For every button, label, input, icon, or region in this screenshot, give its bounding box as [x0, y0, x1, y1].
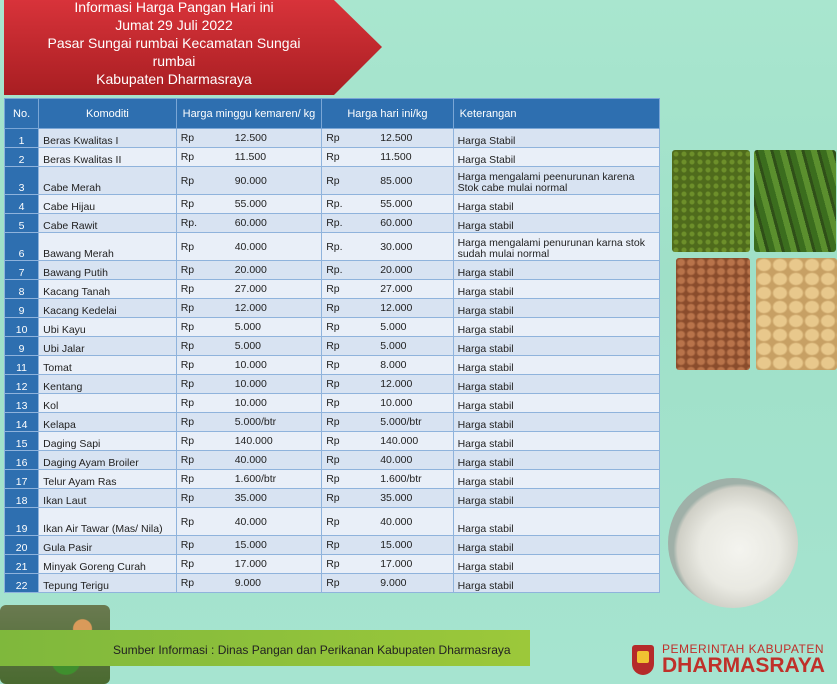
price-today	[322, 299, 453, 318]
row-number: 19	[5, 508, 39, 536]
row-number: 7	[5, 261, 39, 280]
price-today	[322, 536, 453, 555]
remark: Harga stabil	[453, 536, 659, 555]
table-row	[5, 167, 660, 195]
commodity-name: Minyak Goreng Curah	[39, 555, 177, 574]
price-last-week	[176, 280, 322, 299]
currency-label: Rp.	[326, 264, 343, 276]
row-number: 5	[5, 214, 39, 233]
price-today	[322, 508, 453, 536]
price-value: 60.000	[234, 217, 267, 229]
commodity-name: Cabe Rawit	[39, 214, 177, 233]
row-number: 12	[5, 375, 39, 394]
price-value: 140.000	[380, 435, 419, 447]
table-row	[5, 375, 660, 394]
row-number: 13	[5, 394, 39, 413]
price-value: 10.000	[234, 397, 267, 409]
price-last-week	[176, 574, 322, 593]
row-number: 17	[5, 470, 39, 489]
price-last-week	[176, 489, 322, 508]
title-banner	[4, 0, 382, 95]
price-value: 1.600/btr	[380, 473, 422, 485]
price-last-week	[176, 432, 322, 451]
price-last-week	[176, 195, 322, 214]
currency-label: Rp	[326, 378, 340, 390]
currency-label: Rp	[180, 198, 195, 210]
row-number: 21	[5, 555, 39, 574]
commodity-name: Tomat	[39, 356, 177, 375]
header-harga-kemaren: Harga minggu kemaren/ kg	[176, 99, 322, 129]
price-value: 55.000	[380, 198, 413, 210]
price-value: 1.600/btr	[234, 473, 277, 485]
price-today	[322, 129, 453, 148]
price-value: 90.000	[234, 174, 267, 187]
price-today	[322, 261, 453, 280]
price-value: 10.000	[234, 378, 267, 390]
remark: Harga stabil	[453, 432, 659, 451]
price-last-week	[176, 337, 322, 356]
currency-label: Rp	[326, 539, 340, 551]
price-value: 40.000	[234, 515, 267, 528]
currency-label: Rp	[326, 435, 340, 447]
header-no: No.	[5, 99, 39, 129]
source-text: Sumber Informasi : Dinas Pangan dan Perikanan Kabupaten Dharmasraya	[113, 643, 511, 657]
remark: Harga stabil	[453, 356, 659, 375]
currency-label: Rp.	[326, 217, 343, 229]
table-row	[5, 337, 660, 356]
currency-label: Rp	[180, 151, 195, 163]
table-row	[5, 394, 660, 413]
price-today	[322, 167, 453, 195]
price-today	[322, 148, 453, 167]
commodity-name: Ubi Jalar	[39, 337, 177, 356]
mung-bean-photo	[672, 150, 750, 252]
price-today	[322, 214, 453, 233]
peanut-photo	[676, 258, 750, 370]
remark: Harga stabil	[453, 337, 659, 356]
row-number: 3	[5, 167, 39, 195]
currency-label: Rp	[180, 174, 195, 187]
price-today	[322, 375, 453, 394]
remark: Harga stabil	[453, 375, 659, 394]
price-value: 40.000	[380, 515, 413, 528]
price-value: 30.000	[380, 240, 413, 253]
price-value: 35.000	[380, 492, 413, 504]
price-today	[322, 195, 453, 214]
row-number: 10	[5, 318, 39, 337]
currency-label: Rp	[180, 264, 195, 276]
price-last-week	[176, 129, 322, 148]
table-row	[5, 214, 660, 233]
commodity-name: Cabe Merah	[39, 167, 177, 195]
commodity-name: Beras Kwalitas II	[39, 148, 177, 167]
row-number: 20	[5, 536, 39, 555]
price-today	[322, 432, 453, 451]
price-value: 15.000	[380, 539, 413, 551]
commodity-name: Telur Ayam Ras	[39, 470, 177, 489]
price-today	[322, 356, 453, 375]
price-value: 12.000	[234, 302, 267, 314]
price-value: 60.000	[380, 217, 413, 229]
row-number: 6	[5, 233, 39, 261]
commodity-name: Bawang Merah	[39, 233, 177, 261]
price-last-week	[176, 508, 322, 536]
price-today	[322, 337, 453, 356]
price-value: 17.000	[380, 558, 413, 570]
currency-label: Rp	[326, 302, 340, 314]
price-value: 12.500	[380, 132, 413, 144]
commodity-name: Cabe Hijau	[39, 195, 177, 214]
currency-label: Rp	[326, 132, 340, 144]
price-value: 9.000	[234, 577, 261, 589]
currency-label: Rp	[326, 151, 340, 163]
currency-label: Rp	[180, 492, 195, 504]
table-row	[5, 470, 660, 489]
row-number: 14	[5, 413, 39, 432]
currency-label: Rp	[326, 515, 340, 528]
row-number: 22	[5, 574, 39, 593]
price-value: 15.000	[234, 539, 267, 551]
currency-label: Rp	[326, 454, 340, 466]
bean-pods-photo	[754, 150, 836, 252]
row-number: 9	[5, 337, 39, 356]
table-row	[5, 233, 660, 261]
currency-label: Rp	[180, 558, 195, 570]
commodity-name: Kacang Kedelai	[39, 299, 177, 318]
remark: Harga stabil	[453, 318, 659, 337]
table-row	[5, 574, 660, 593]
row-number: 4	[5, 195, 39, 214]
price-today	[322, 394, 453, 413]
banner-text	[24, 0, 324, 88]
table-row	[5, 508, 660, 536]
commodity-name: Beras Kwalitas I	[39, 129, 177, 148]
price-value: 140.000	[234, 435, 273, 447]
banner-line: Pasar Sungai rumbai Kecamatan Sungai	[47, 35, 301, 51]
table-row	[5, 148, 660, 167]
commodity-name: Ubi Kayu	[39, 318, 177, 337]
commodity-name: Daging Sapi	[39, 432, 177, 451]
remark: Harga stabil	[453, 214, 659, 233]
banner-line: rumbai	[152, 53, 196, 69]
row-number: 18	[5, 489, 39, 508]
remark: Harga stabil	[453, 299, 659, 318]
remark: Harga stabil	[453, 574, 659, 593]
price-value: 12.500	[234, 132, 267, 144]
currency-label: Rp	[180, 473, 195, 485]
price-value: 40.000	[234, 240, 267, 253]
currency-label: Rp	[180, 397, 195, 409]
price-today	[322, 574, 453, 593]
price-value: 40.000	[234, 454, 267, 466]
remark: Harga mengalami peenurunan karena Stok cabe mulai normal	[453, 167, 659, 195]
remark: Harga stabil	[453, 451, 659, 470]
table-row	[5, 432, 660, 451]
price-last-week	[176, 536, 322, 555]
currency-label: Rp	[180, 321, 195, 333]
price-value: 17.000	[234, 558, 267, 570]
table-row	[5, 555, 660, 574]
currency-label: Rp	[180, 577, 195, 589]
price-last-week	[176, 394, 322, 413]
currency-label: Rp	[326, 321, 340, 333]
price-value: 11.500	[380, 151, 412, 163]
table-header-row	[5, 99, 660, 129]
price-value: 5.000	[380, 340, 407, 352]
price-value: 12.000	[380, 378, 413, 390]
currency-label: Rp	[326, 359, 340, 371]
price-last-week	[176, 413, 322, 432]
price-value: 27.000	[380, 283, 413, 295]
currency-label: Rp	[326, 492, 340, 504]
currency-label: Rp	[180, 539, 195, 551]
currency-label: Rp	[180, 515, 195, 528]
remark: Harga stabil	[453, 555, 659, 574]
currency-label: Rp.	[326, 198, 343, 210]
price-value: 55.000	[234, 198, 267, 210]
price-value: 8.000	[380, 359, 407, 371]
remark: Harga stabil	[453, 489, 659, 508]
row-number: 11	[5, 356, 39, 375]
price-last-week	[176, 299, 322, 318]
price-value: 20.000	[380, 264, 413, 276]
price-last-week	[176, 470, 322, 489]
currency-label: Rp.	[180, 217, 198, 229]
price-value: 85.000	[380, 174, 413, 187]
remark: Harga stabil	[453, 195, 659, 214]
currency-label: Rp	[326, 397, 340, 409]
table-row	[5, 413, 660, 432]
remark: Harga Stabil	[453, 129, 659, 148]
price-value: 12.000	[380, 302, 413, 314]
price-value: 10.000	[380, 397, 413, 409]
price-today	[322, 413, 453, 432]
brand-big-text: DHARMASRAYA	[662, 654, 825, 677]
remark: Harga mengalami penurunan karna stok sudah mulai normal	[453, 233, 659, 261]
currency-label: Rp	[326, 473, 340, 485]
price-value: 20.000	[234, 264, 267, 276]
remark: Harga stabil	[453, 508, 659, 536]
price-last-week	[176, 555, 322, 574]
price-last-week	[176, 451, 322, 470]
price-today	[322, 451, 453, 470]
price-value: 11.500	[234, 151, 267, 163]
price-value: 35.000	[234, 492, 267, 504]
table-row	[5, 299, 660, 318]
currency-label: Rp	[326, 558, 340, 570]
price-today	[322, 489, 453, 508]
price-table-container	[4, 98, 660, 593]
currency-label: Rp	[326, 174, 340, 187]
price-today	[322, 470, 453, 489]
remark: Harga stabil	[453, 413, 659, 432]
price-last-week	[176, 214, 322, 233]
currency-label: Rp	[326, 340, 340, 352]
table-row	[5, 489, 660, 508]
remark: Harga stabil	[453, 261, 659, 280]
price-value: 5.000	[234, 321, 261, 333]
table-row	[5, 356, 660, 375]
price-last-week	[176, 375, 322, 394]
table-body	[5, 129, 660, 593]
currency-label: Rp	[326, 416, 340, 428]
price-last-week	[176, 261, 322, 280]
commodity-name: Kol	[39, 394, 177, 413]
currency-label: Rp	[180, 132, 195, 144]
commodity-name: Daging Ayam Broiler	[39, 451, 177, 470]
currency-label: Rp	[180, 240, 195, 253]
commodity-name: Ikan Air Tawar (Mas/ Nila)	[39, 508, 177, 536]
remark: Harga Stabil	[453, 148, 659, 167]
row-number: 2	[5, 148, 39, 167]
peanut-shell-photo	[756, 258, 837, 370]
food-photos	[670, 150, 837, 370]
table-row	[5, 536, 660, 555]
table-row	[5, 261, 660, 280]
table-row	[5, 280, 660, 299]
currency-label: Rp	[180, 302, 195, 314]
commodity-name: Kelapa	[39, 413, 177, 432]
currency-label: Rp	[180, 283, 195, 295]
price-value: 5.000/btr	[234, 416, 277, 428]
price-value: 40.000	[380, 454, 413, 466]
remark: Harga stabil	[453, 470, 659, 489]
currency-label: Rp	[180, 454, 195, 466]
price-today	[322, 233, 453, 261]
price-last-week	[176, 148, 322, 167]
remark: Harga stabil	[453, 280, 659, 299]
header-keterangan: Keterangan	[453, 99, 659, 129]
price-last-week	[176, 233, 322, 261]
table-row	[5, 318, 660, 337]
remark: Harga stabil	[453, 394, 659, 413]
currency-label: Rp	[180, 435, 195, 447]
commodity-name: Gula Pasir	[39, 536, 177, 555]
table-row	[5, 451, 660, 470]
currency-label: Rp	[180, 416, 195, 428]
commodity-name: Tepung Terigu	[39, 574, 177, 593]
price-value: 10.000	[234, 359, 267, 371]
row-number: 1	[5, 129, 39, 148]
row-number: 9	[5, 299, 39, 318]
price-last-week	[176, 318, 322, 337]
banner-line: Kabupaten Dharmasraya	[96, 71, 252, 87]
price-last-week	[176, 167, 322, 195]
table-row	[5, 195, 660, 214]
price-value: 9.000	[380, 577, 407, 589]
currency-label: Rp.	[326, 240, 343, 253]
rice-photo	[668, 478, 798, 608]
table-row	[5, 129, 660, 148]
commodity-name: Ikan Laut	[39, 489, 177, 508]
price-value: 27.000	[234, 283, 267, 295]
row-number: 15	[5, 432, 39, 451]
price-table	[4, 98, 660, 593]
currency-label: Rp	[180, 359, 195, 371]
price-today	[322, 280, 453, 299]
price-value: 5.000	[234, 340, 261, 352]
currency-label: Rp	[326, 283, 340, 295]
currency-label: Rp	[326, 577, 340, 589]
commodity-name: Kentang	[39, 375, 177, 394]
currency-label: Rp	[180, 340, 195, 352]
dharmasraya-emblem-icon	[632, 645, 654, 675]
price-today	[322, 555, 453, 574]
currency-label: Rp	[180, 378, 195, 390]
header-harga-hari-ini: Harga hari ini/kg	[322, 99, 453, 129]
commodity-name: Kacang Tanah	[39, 280, 177, 299]
price-value: 5.000/btr	[380, 416, 422, 428]
price-value: 5.000	[380, 321, 407, 333]
banner-line: Informasi Harga Pangan Hari ini	[74, 0, 274, 15]
price-last-week	[176, 356, 322, 375]
brand-small-text: PEMERINTAH KABUPATEN	[662, 642, 825, 656]
commodity-name: Bawang Putih	[39, 261, 177, 280]
banner-line: Jumat 29 Juli 2022	[115, 17, 233, 33]
row-number: 8	[5, 280, 39, 299]
header-komoditi: Komoditi	[39, 99, 177, 129]
price-today	[322, 318, 453, 337]
row-number: 16	[5, 451, 39, 470]
